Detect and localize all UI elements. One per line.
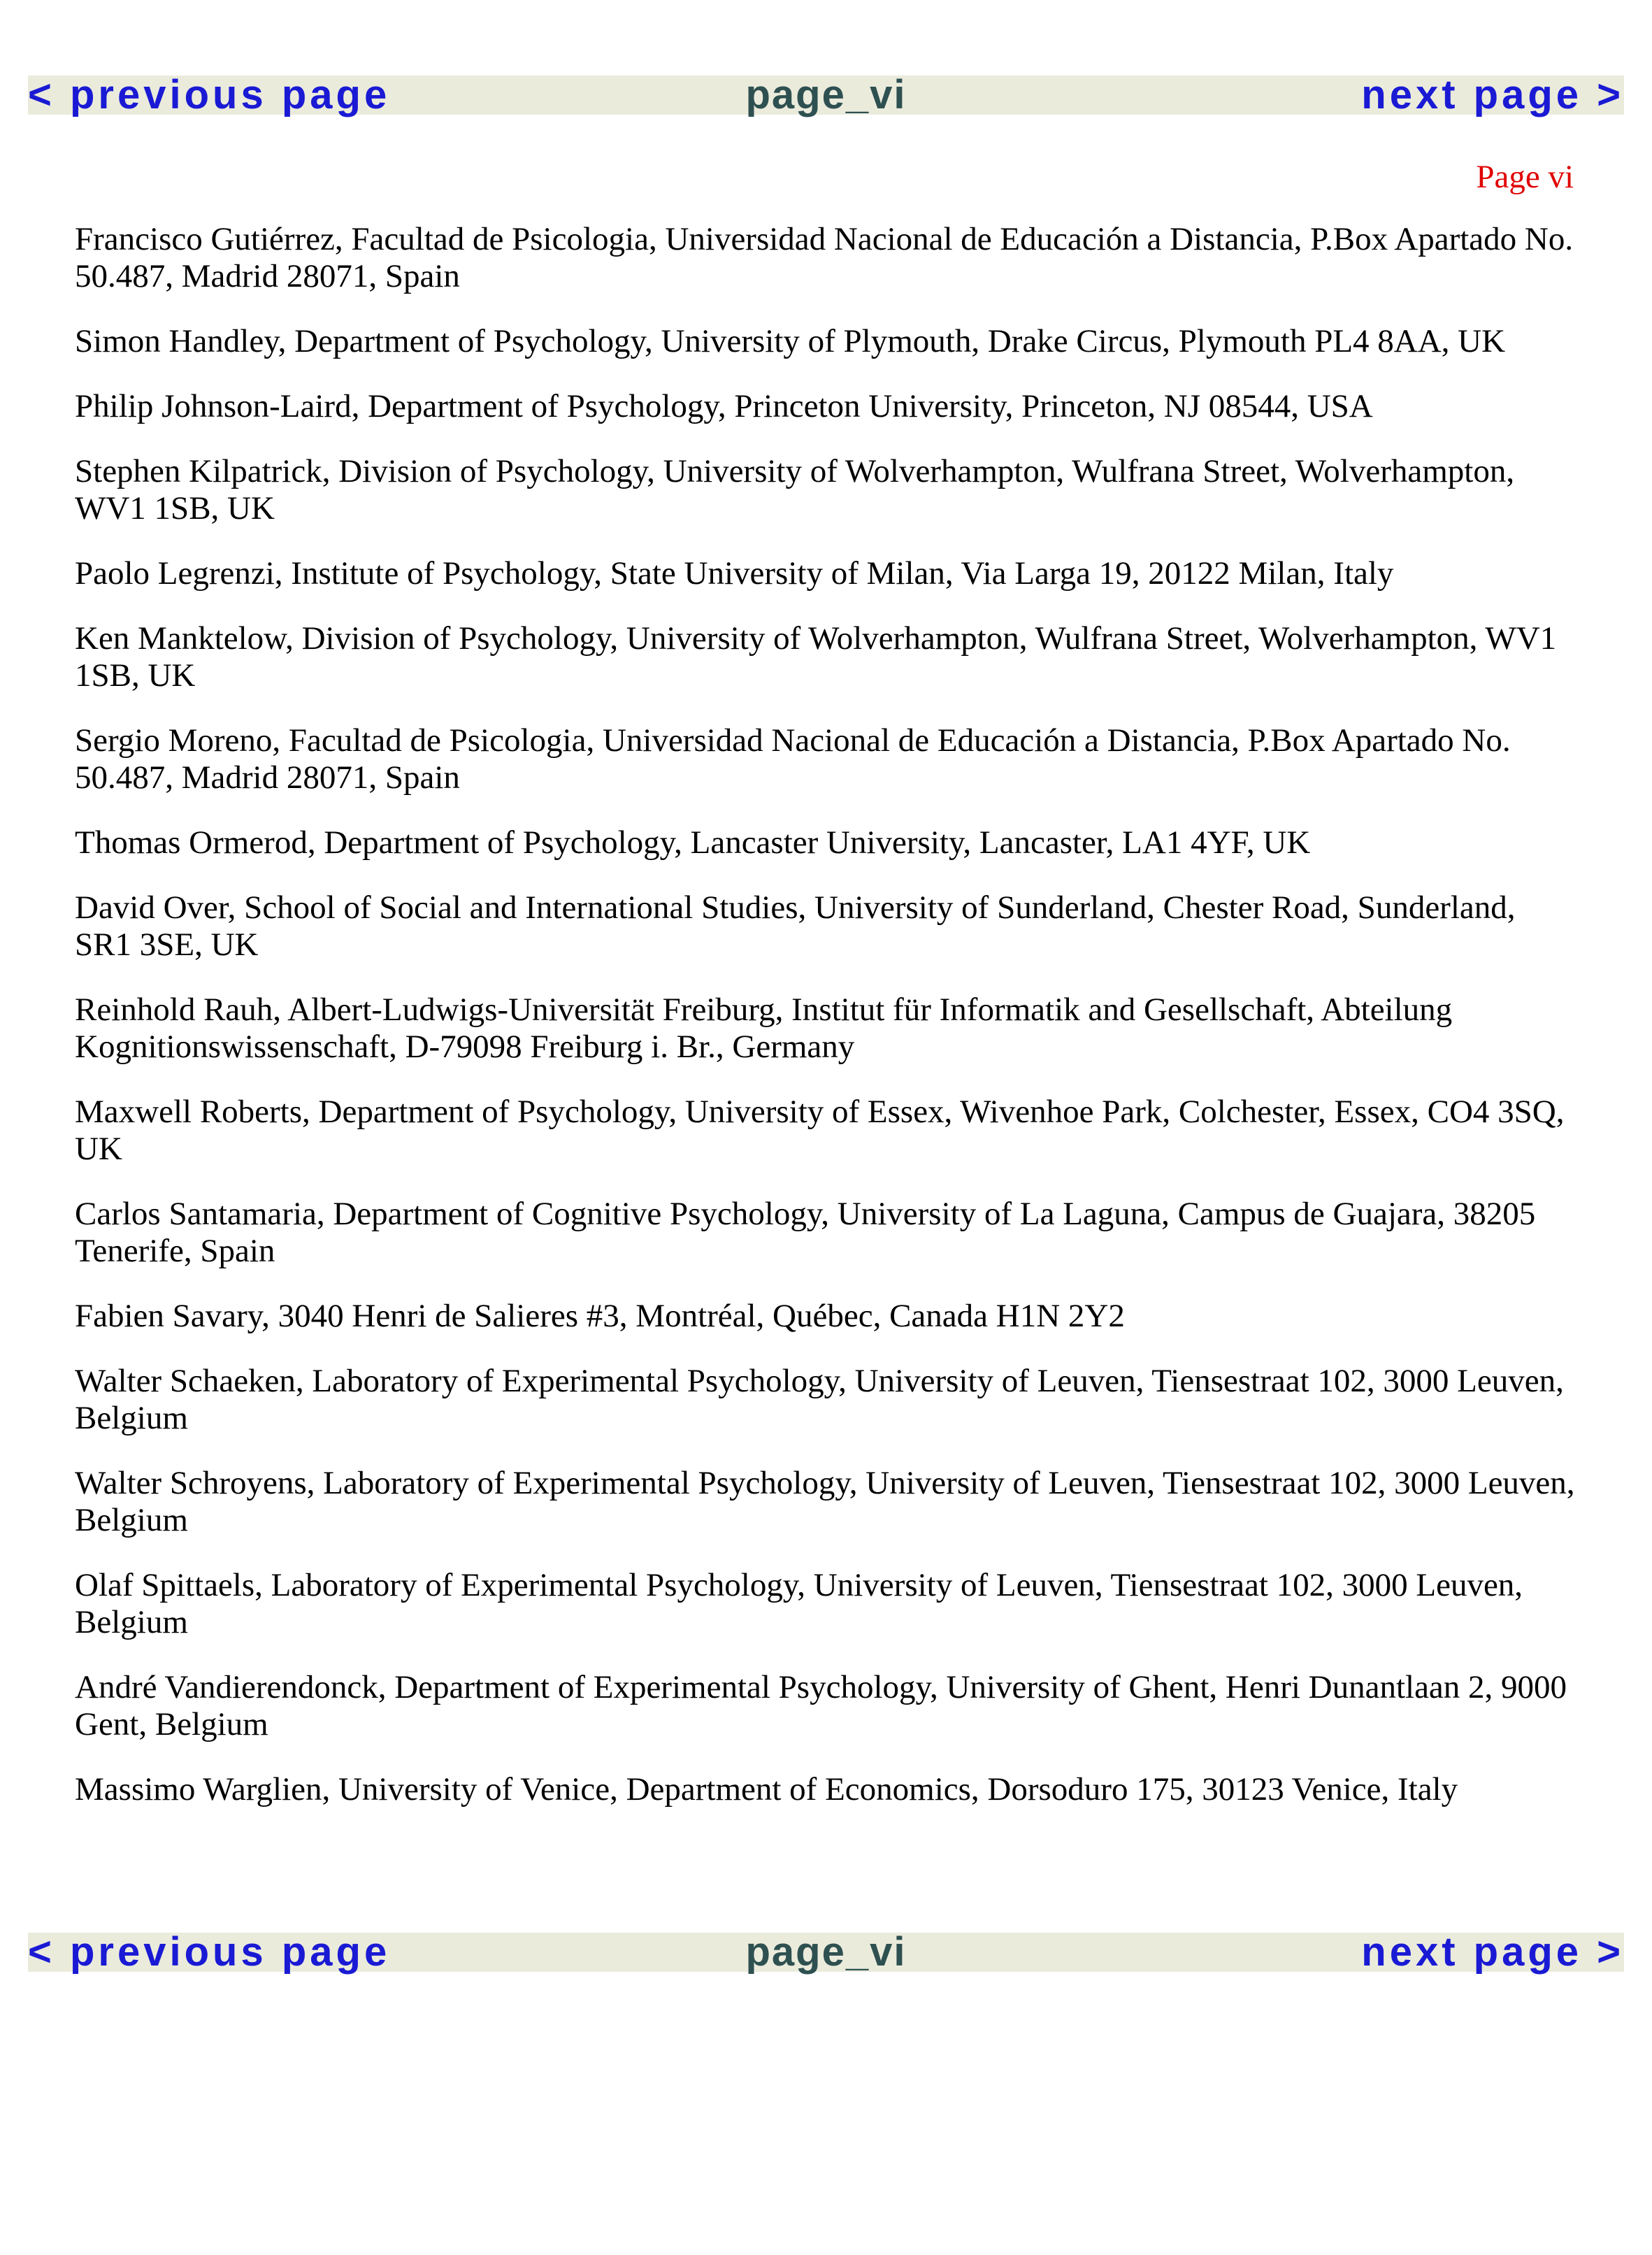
contributor-entry: Walter Schroyens, Laboratory of Experimental Psychology, University of Leuven, Tiensestraat 102, 3000 Leuven, Belgium xyxy=(75,1465,1575,1538)
contributor-entry: Fabien Savary, 3040 Henri de Salieres #3, Montréal, Québec, Canada H1N 2Y2 xyxy=(75,1298,1125,1334)
contributor-entry: Sergio Moreno, Facultad de Psicologia, Universidad Nacional de Educación a Distancia, P.Box Apartado No. 50.487, Madrid 28071, Spain xyxy=(75,722,1511,796)
contributor-entry: David Over, School of Social and International Studies, University of Sunderland, Chester Road, Sunderland, SR1 3SE, UK xyxy=(75,889,1516,963)
contributor-entry: Olaf Spittaels, Laboratory of Experimental Psychology, University of Leuven, Tiensestraat 102, 3000 Leuven, Belgium xyxy=(75,1567,1523,1640)
contributor-entry: Thomas Ormerod, Department of Psychology, Lancaster University, Lancaster, LA1 4YF, UK xyxy=(75,824,1311,861)
contributor-entry: Simon Handley, Department of Psychology, University of Plymouth, Drake Circus, Plymouth PL4 8AA, UK xyxy=(75,323,1506,359)
contributor-entry: Paolo Legrenzi, Institute of Psychology, State University of Milan, Via Larga 19, 20122 Milan, Italy xyxy=(75,555,1394,592)
contributor-entry: Maxwell Roberts, Department of Psychology, University of Essex, Wivenhoe Park, Colchester, Essex, CO4 3SQ, UK xyxy=(75,1094,1565,1167)
top-nav-bar xyxy=(28,72,1624,117)
contributor-list xyxy=(75,221,1578,1836)
contributor-entry: Carlos Santamaria, Department of Cognitive Psychology, University of La Laguna, Campus de Guajara, 38205 Tenerife, Spain xyxy=(75,1196,1536,1269)
contributor-entry: Stephen Kilpatrick, Division of Psychology, University of Wolverhampton, Wulfrana Street, Wolverhampton, WV1 1SB, UK xyxy=(75,453,1515,527)
contributor-entry: Francisco Gutiérrez, Facultad de Psicologia, Universidad Nacional de Educación a Distancia, P.Box Apartado No. 50.487, Madrid 28071, Spain xyxy=(75,221,1574,294)
contributor-entry: Ken Manktelow, Division of Psychology, University of Wolverhampton, Wulfrana Street, Wolverhampton, WV1 1SB, UK xyxy=(75,620,1557,694)
contributor-entry: André Vandierendonck, Department of Experimental Psychology, University of Ghent, Henri Dunantlaan 2, 9000 Gent, Belgium xyxy=(75,1669,1567,1742)
next-page-link[interactable]: next page > xyxy=(1361,72,1624,117)
page-marker: Page vi xyxy=(1476,159,1574,195)
previous-page-link[interactable]: < previous page xyxy=(28,72,391,117)
page-label: page_vi xyxy=(745,1929,907,1975)
next-page-link[interactable]: next page > xyxy=(1361,1929,1624,1975)
contributor-entry: Walter Schaeken, Laboratory of Experimental Psychology, University of Leuven, Tiensestraat 102, 3000 Leuven, Belgium xyxy=(75,1363,1564,1436)
page-label: page_vi xyxy=(745,72,907,117)
contributor-entry: Philip Johnson-Laird, Department of Psychology, Princeton University, Princeton, NJ 08544, USA xyxy=(75,388,1373,424)
bottom-nav-bar xyxy=(28,1929,1624,1975)
contributor-entry: Reinhold Rauh, Albert-Ludwigs-Universität Freiburg, Institut für Informatik and Gesellschaft, Abteilung Kognitionswissenschaft, D-79098 Freiburg i. Br., Germany xyxy=(75,992,1453,1065)
contributor-entry: Massimo Warglien, University of Venice, Department of Economics, Dorsoduro 175, 30123 Venice, Italy xyxy=(75,1771,1458,1807)
previous-page-link[interactable]: < previous page xyxy=(28,1929,391,1975)
